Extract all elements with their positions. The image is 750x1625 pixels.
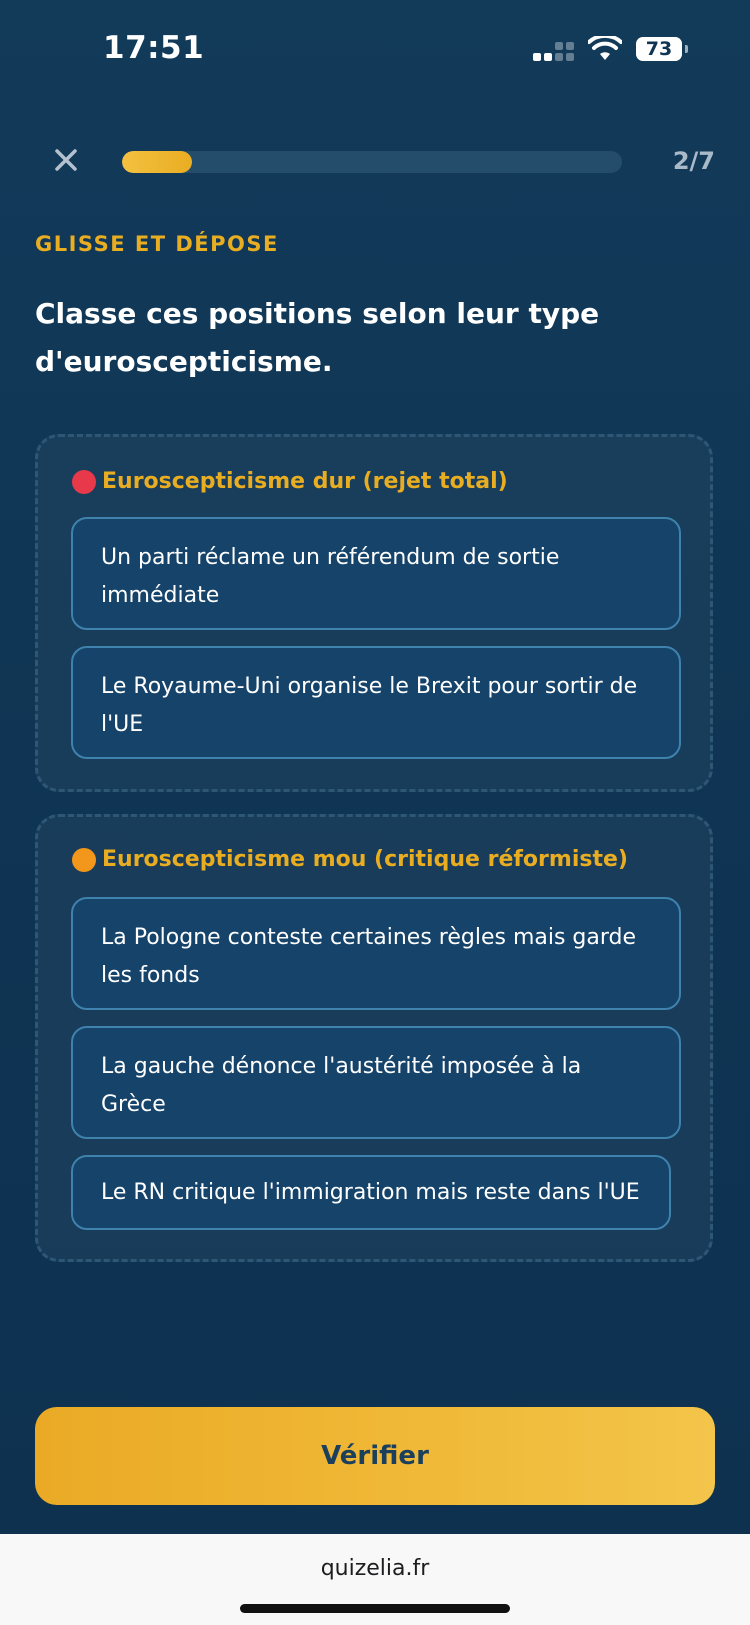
- status-bar: [0, 0, 750, 100]
- zone-title: Euroscepticisme dur (rejet total): [102, 469, 508, 494]
- question-text: Classe ces positions selon leur type d'euroscepticisme.: [35, 297, 600, 378]
- zone-title: Euroscepticisme mou (critique réformiste): [102, 847, 628, 872]
- close-icon: [48, 142, 84, 178]
- red-dot-icon: [72, 470, 96, 494]
- drop-zone-hard[interactable]: [35, 434, 713, 792]
- battery-icon: [636, 37, 682, 61]
- status-time: 17:51: [103, 30, 205, 66]
- zone-header: [72, 469, 508, 494]
- browser-bottom-bar: [0, 1534, 750, 1625]
- draggable-card[interactable]: Le RN critique l'immigration mais reste dans l'UE: [71, 1155, 671, 1230]
- status-icons: [533, 36, 682, 62]
- wifi-icon: [588, 36, 622, 62]
- zone-header: [72, 847, 628, 872]
- url-label[interactable]: quizelia.fr: [320, 1556, 430, 1581]
- draggable-card[interactable]: Un parti réclame un référendum de sortie immédiate: [71, 517, 681, 630]
- exercise-type-label: GLISSE ET DÉPOSE: [35, 232, 279, 256]
- home-indicator[interactable]: [240, 1604, 510, 1613]
- progress-bar: [122, 151, 622, 173]
- draggable-card[interactable]: La gauche dénonce l'austérité imposée à la Grèce: [71, 1026, 681, 1139]
- cellular-signal-icon: [533, 37, 574, 61]
- close-button[interactable]: [48, 142, 84, 178]
- progress-count: 2/7: [672, 147, 715, 175]
- progress-fill: [122, 151, 192, 173]
- orange-dot-icon: [72, 848, 96, 872]
- verify-button[interactable]: Vérifier: [35, 1407, 715, 1505]
- battery-level: 73: [645, 38, 673, 60]
- draggable-card[interactable]: Le Royaume-Uni organise le Brexit pour sortir de l'UE: [71, 646, 681, 759]
- draggable-card[interactable]: La Pologne conteste certaines règles mais garde les fonds: [71, 897, 681, 1010]
- drop-zone-soft[interactable]: [35, 814, 713, 1262]
